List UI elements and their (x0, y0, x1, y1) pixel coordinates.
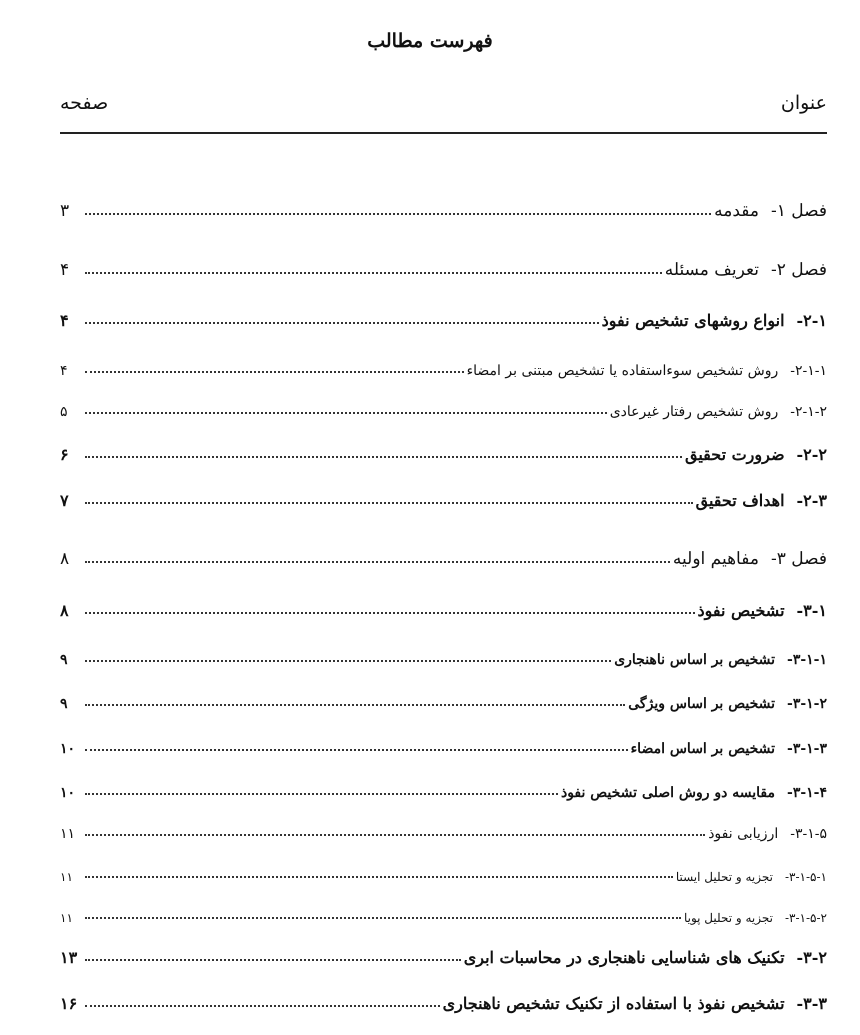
entry-number: ۳-۱-۱- (787, 652, 827, 668)
entry-number: ۳-۱-۴- (787, 785, 827, 801)
leader-dots (85, 612, 695, 614)
leader-dots (85, 749, 628, 751)
toc-entry[interactable] (60, 545, 827, 569)
entry-page: ۱۱ (60, 870, 73, 884)
entry-title: ارزیابی نفوذ (708, 826, 779, 842)
page-title: فهرست مطالب (367, 30, 493, 52)
entry-number: فصل ۲- (770, 260, 827, 280)
entry-title: تشخیص بر اساس امضاء (630, 741, 775, 757)
entry-page: ۱۱ (60, 911, 73, 925)
toc-entry[interactable] (60, 943, 827, 967)
entry-page: ۶ (60, 445, 69, 464)
toc-entry[interactable] (60, 355, 827, 379)
leader-dots (85, 412, 607, 414)
entry-number: ۲-۱-۲- (790, 404, 827, 420)
leader-dots (85, 876, 673, 878)
entry-page: ۱۰ (60, 741, 76, 757)
leader-dots (85, 1005, 440, 1007)
entry-title: مقدمه (714, 201, 759, 221)
entry-number: ۳-۱-۳- (787, 741, 827, 757)
leader-dots (85, 561, 670, 563)
entry-page: ۸ (60, 601, 69, 620)
leader-dots (85, 502, 693, 504)
entry-page: ۳ (60, 201, 70, 221)
entry-page: ۹ (60, 652, 68, 668)
entry-title: تکنیک های شناسایی ناهنجاری در محاسبات ابری (463, 948, 785, 967)
toc-entry[interactable] (60, 860, 827, 884)
toc-entry[interactable] (60, 440, 827, 464)
entry-number: ۳-۲- (796, 948, 827, 967)
leader-dots (85, 322, 599, 324)
toc-entry[interactable] (60, 396, 827, 420)
entry-title: تعریف مسئله (664, 260, 759, 280)
toc-entry[interactable] (60, 197, 827, 221)
entry-number: ۳-۱- (796, 601, 827, 620)
toc-entry[interactable] (60, 989, 827, 1013)
entry-page: ۹ (60, 696, 68, 712)
header-page-label: صفحه (60, 92, 109, 114)
entry-title: تجزیه و تحلیل ایستا (675, 870, 773, 884)
toc-entry[interactable] (60, 256, 827, 280)
entry-page: ۴ (60, 311, 69, 330)
toc-entry[interactable] (60, 818, 827, 842)
entry-title: اهداف تحقیق (695, 491, 785, 510)
entry-page: ۵ (60, 404, 68, 420)
entry-number: ۲-۲- (796, 445, 827, 464)
entry-page: ۴ (60, 363, 68, 379)
entry-page: ۷ (60, 491, 69, 510)
entry-title: روش تشخیص سوءاستفاده یا تشخیص مبتنی بر امضاء (466, 363, 779, 379)
leader-dots (85, 704, 625, 706)
entry-number: ۲-۱-۱- (790, 363, 827, 379)
toc-entry[interactable] (60, 596, 827, 620)
entry-title: ضرورت تحقیق (684, 445, 785, 464)
leader-dots (85, 917, 681, 919)
entry-title: انواع روشهای تشخیص نفوذ (601, 311, 785, 330)
entry-number: ۳-۱-۵-۱- (784, 870, 827, 884)
leader-dots (85, 371, 464, 373)
leader-dots (85, 959, 461, 961)
entry-number: ۳-۳- (796, 994, 827, 1013)
entry-page: ۱۳ (60, 948, 78, 967)
entry-page: ۱۱ (60, 826, 76, 842)
leader-dots (85, 793, 558, 795)
leader-dots (85, 456, 682, 458)
entry-number: ۳-۱-۲- (787, 696, 827, 712)
entry-page: ۱۰ (60, 785, 76, 801)
entry-number: ۲-۳- (796, 491, 827, 510)
entry-number: ۳-۱-۵- (790, 826, 827, 842)
entry-title: تشخیص نفوذ (697, 601, 785, 620)
toc-entry[interactable] (60, 733, 827, 757)
leader-dots (85, 660, 611, 662)
toc-entry[interactable] (60, 688, 827, 712)
toc-entry[interactable] (60, 644, 827, 668)
entry-number: ۲-۱- (796, 311, 827, 330)
entry-title: روش تشخیص رفتار غیرعادی (609, 404, 779, 420)
header-title-label: عنوان (780, 92, 827, 114)
entry-number: فصل ۳- (770, 549, 827, 569)
entry-page: ۸ (60, 549, 70, 569)
toc-entry[interactable] (60, 777, 827, 801)
leader-dots (85, 213, 711, 215)
entry-number: ۳-۱-۵-۲- (784, 911, 827, 925)
entry-title: مقایسه دو روش اصلی تشخیص نفوذ (560, 785, 775, 801)
toc-entry[interactable] (60, 901, 827, 925)
entry-page: ۱۶ (60, 994, 78, 1013)
toc-entry[interactable] (60, 486, 827, 510)
entry-title: تشخیص بر اساس ناهنجاری (614, 652, 775, 668)
toc-entry[interactable] (60, 306, 827, 330)
entry-title: تشخیص نفوذ با استفاده از تکنیک تشخیص ناهنجاری (442, 994, 785, 1013)
leader-dots (85, 272, 662, 274)
entry-title: تجزیه و تحلیل پویا (683, 911, 773, 925)
entry-title: مفاهیم اولیه (672, 549, 759, 569)
entry-title: تشخیص بر اساس ویژگی (628, 696, 775, 712)
entry-page: ۴ (60, 260, 70, 280)
entry-number: فصل ۱- (770, 201, 827, 221)
leader-dots (85, 834, 705, 836)
